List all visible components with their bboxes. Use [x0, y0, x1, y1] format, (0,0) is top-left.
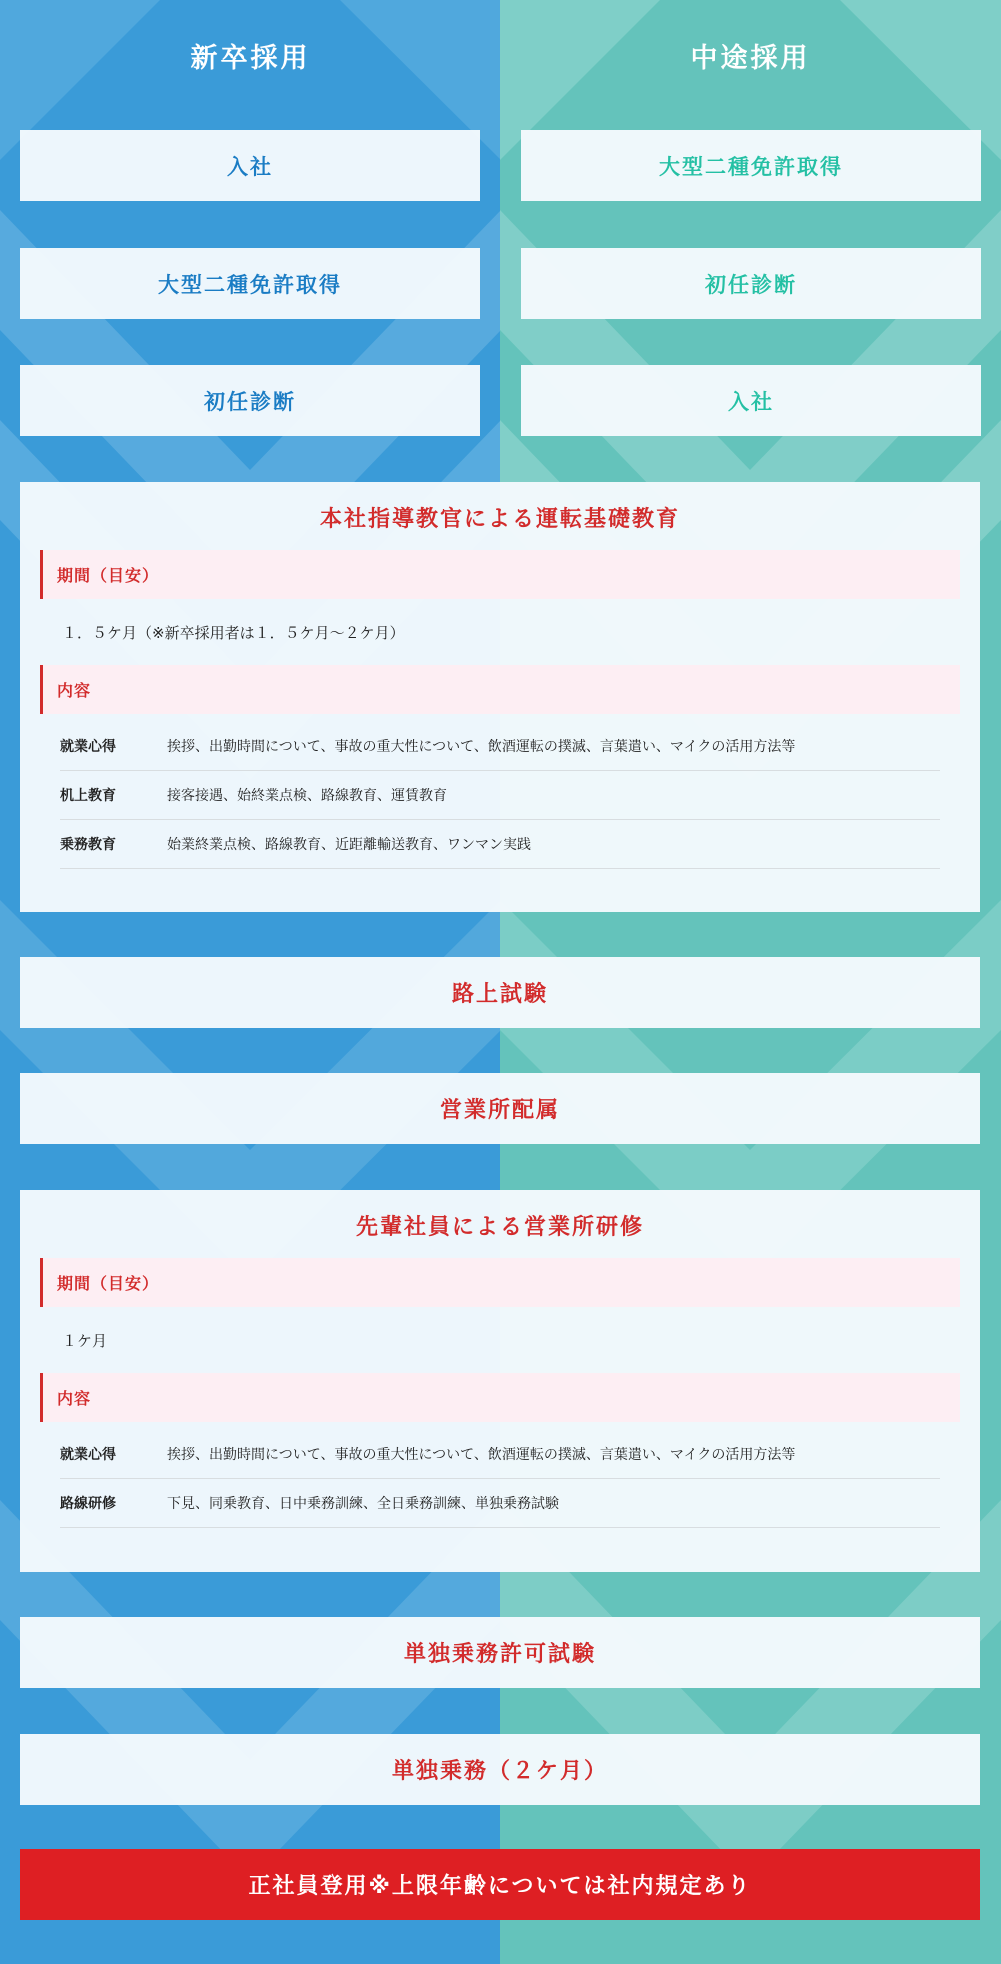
content-row-label: 就業心得 — [60, 1447, 116, 1463]
content-row — [60, 771, 940, 820]
content-row — [60, 1430, 940, 1479]
basic-training-content-list — [60, 722, 940, 869]
basic-training-title: 本社指導教官による運転基礎教育 — [319, 507, 680, 532]
content-row — [60, 722, 940, 771]
new-grad-step-3: 初任診断 — [20, 365, 480, 436]
content-row — [60, 1479, 940, 1528]
new-grad-step-2: 大型二種免許取得 — [20, 248, 480, 319]
content-row-label: 机上教育 — [60, 788, 116, 804]
content-row-value: 下見、同乗教育、日中乗務訓練、全日乗務訓練、単独乗務試験 — [167, 1496, 559, 1512]
content-row-value: 挨拶、出勤時間について、事故の重大性について、飲酒運転の撲滅、言葉遣い、マイクの活用方法等 — [167, 1447, 796, 1463]
content-row — [60, 820, 940, 869]
mid-career-step-1: 大型二種免許取得 — [521, 130, 981, 201]
basic-training-period-value: １．５ケ月（※新卒採用者は１．５ケ月～２ケ月） — [62, 623, 405, 642]
basic-training-period-heading: 期間（目安） — [40, 550, 960, 599]
office-training-content-list — [60, 1430, 940, 1528]
office-training-panel — [20, 1190, 980, 1572]
full-time-employee-step: 正社員登用※上限年齢については社内規定あり — [20, 1849, 980, 1920]
solo-duty-step: 単独乗務（２ケ月） — [20, 1734, 980, 1805]
mid-career-step-3: 入社 — [521, 365, 981, 436]
new-grad-title: 新卒採用 — [190, 43, 311, 74]
basic-training-panel — [20, 482, 980, 912]
mid-career-title: 中途採用 — [690, 43, 811, 74]
content-row-value: 挨拶、出勤時間について、事故の重大性について、飲酒運転の撲滅、言葉遣い、マイクの活用方法等 — [167, 739, 796, 755]
new-grad-step-1: 入社 — [20, 130, 480, 201]
content-row-label: 就業心得 — [60, 739, 116, 755]
office-training-period-heading: 期間（目安） — [40, 1258, 960, 1307]
content-row-value: 接客接遇、始終業点検、路線教育、運賃教育 — [167, 788, 447, 804]
content-row-label: 乗務教育 — [60, 837, 116, 853]
road-test-step: 路上試験 — [20, 957, 980, 1028]
mid-career-step-2: 初任診断 — [521, 248, 981, 319]
content-row-label: 路線研修 — [60, 1496, 116, 1512]
basic-training-content-heading: 内容 — [40, 665, 960, 714]
office-assignment-step: 営業所配属 — [20, 1073, 980, 1144]
content-row-value: 始業終業点検、路線教育、近距離輸送教育、ワンマン実践 — [167, 837, 531, 853]
office-training-content-heading: 内容 — [40, 1373, 960, 1422]
office-training-period-value: １ケ月 — [62, 1331, 108, 1350]
solo-duty-exam-step: 単独乗務許可試験 — [20, 1617, 980, 1688]
office-training-title: 先輩社員による営業所研修 — [355, 1215, 644, 1240]
